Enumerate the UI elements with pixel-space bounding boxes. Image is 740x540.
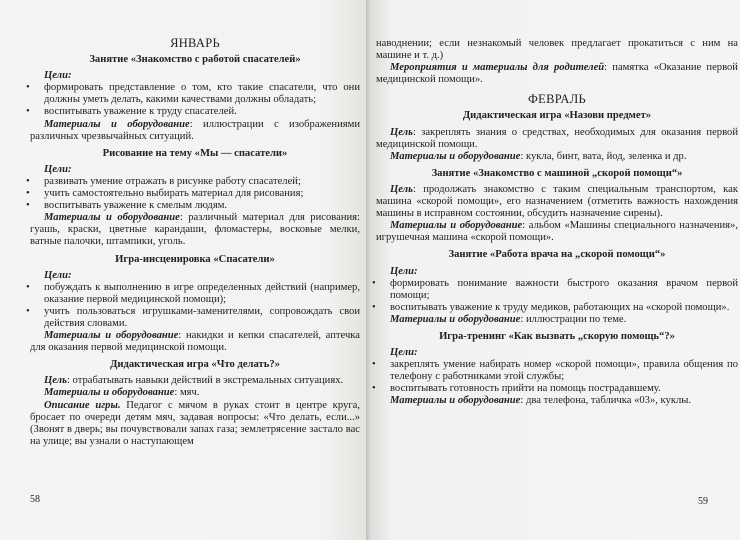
materials-text: : иллюстрации по теме. [520,313,627,325]
list-item: • развивать умение отражать в рисунке работу спасателей; [30,176,360,188]
goals-list [30,82,360,118]
materials-text: : альбом «Машины специального назначения», игрушечная машина «скорой помощи». [376,220,738,244]
section-title: Занятие «Знакомство с работой спасателей» [89,54,301,66]
goals-list [30,176,360,212]
materials-text: : различный материал для рисования: гуашь, краски, цветные карандаши, фломастеры, восковые мелки, ватные палочки, штампики, уголь. [30,212,360,248]
section-title: Дидактическая игра «Назови предмет» [462,110,652,122]
goals-label: Цели [44,269,69,281]
list-item: • закреплять умение набирать номер «скорой помощи», правила общения по телефону с работниками этой службы; [376,359,738,383]
goal-text: : закреплять знания о средствах, необходимых для оказания первой медицинской помощи. [376,126,738,150]
page-number-right: 59 [698,496,708,507]
materials-label: Материалы и оборудование [390,395,521,407]
materials-text: : мяч. [174,387,200,399]
goals-label: Цели [44,163,69,175]
goals-label: Цели [44,70,69,82]
materials-label: Материалы и оборудование [390,150,521,162]
goal-text: : продолжать знакомство с таким специальным транспортом, как машина «скорой помощи», его назначением (отметить важность нахождения машины в исправном состоянии, обсудить назначение сирены). [376,183,738,220]
right-page-text: наводнении; если незнакомый человек предлагает прокатиться с ним на машине и т. д.) Мероприятия и материалы для родителей: памятка «Оказание первой медицинской помощи». ФЕВРАЛЬ Дидактическая игра «Назови предмет» Цель: закреплять знания о средствах, необходимых для оказания первой медицинской помощи. Материалы и оборудование: кукла, бинт, вата, йод, зеленка и др. Занятие «Знакомство с машиной „скорой помощи“» Цель: продолжать знакомство с таким специальным транспортом, как машина «скорой помощи», его назначением (отметить важность нахождения машины в исправном состоянии, обсудить назначение сирены). Материалы и оборудование: альбом «Машины специального назначения», игрушечная машина «скорой помощи». Занятие «Работа врача на „скорой помощи“» Цели: • формировать понимание важности быстрого оказания врачом первой помощи; • воспитывать уважение к труду медиков, работающих на «скорой помощи». Материалы и оборудование: иллюстрации по теме. Игра-тренинг «Как вызвать „скорую помощь“?» Цели: • закреплять умение набирать номер «скорой помощи», правила общения по телефону с работниками этой службы; • воспитывать готовность прийти на помощь пострадавшему. Материалы и оборудование: два телефона, табличка «03», куклы. [376,0,738,408]
list-item: • формировать понимание важности быстрого оказания врачом первой помощи; [376,278,738,302]
goals-label: Цели [390,265,415,277]
materials-text: : иллюстрации с изображениями различных чрезвычайных ситуаций. [30,118,360,142]
description-text: Педагог с мячом в руках стоит в центре круга, бросает по очереди детям мяч, задавая вопросы: «Что делать, если...» (Звонят в дверь; вы почувствовали запах газа; землетрясение застало вас на улице; вы узнали о наступающем [30,399,360,447]
list-item: • побуждать к выполнению в игре определенных действий (например, оказание первой медицинской помощи); [30,282,360,306]
list-item: • воспитывать уважение к смелым людям. [30,200,360,212]
left-page-text: ЯНВАРЬ Занятие «Знакомство с работой спасателей» Цели: • формировать представление о том, кто такие спасатели, что они должны уметь делать, какими качествами должны обладать; • воспитывать уважение к труду спасателей. Материалы и оборудование: иллюстрации с изображениями различных чрезвычайных ситуаций. Рисование на тему «Мы — спасатели» Цели: • развивать умение отражать в рисунке работу спасателей; • учить самостоятельно выбирать материал для рисования; • воспитывать уважение к смелым людям. Материалы и оборудование: различный материал для рисования: гуашь, краски, цветные карандаши, фломастеры, восковые мелки, ватные палочки, штампики, уголь. Игра-инсценировка «Спасатели» Цели: • побуждать к выполнению в игре определенных действий (например, оказание первой медицинской помощи); • учить пользоваться игрушками-заменителями, сопровождать свои действия словами. Материалы и оборудование: накидки и кепки спасателей, аптечка для оказания первой медицинской помощи. Дидактическая игра «Что делать?» Цель: отрабатывать навыки действий в экстремальных ситуациях. Материалы и оборудование: мяч. Описание игры. Педагог с мячом в руках стоит в центре круга, бросает по очереди детям мяч, задавая вопросы: «Что делать, если...» (Звонят в дверь; вы почувствовали запах газа; землетрясение застало вас на улице; вы узнали о наступающем [30,0,360,448]
section-title: Занятие «Знакомство с машиной „скорой помощи“» [431,167,683,179]
list-item: • учить пользоваться игрушками-заменителями, сопровождать свои действия словами. [30,306,360,330]
section-title: Рисование на тему «Мы — спасатели» [102,147,288,159]
goal-text: : отрабатывать навыки действий в экстремальных ситуациях. [66,375,344,387]
section-title: Игра-тренинг «Как вызвать „скорую помощь“?» [439,330,675,342]
materials-text: : два телефона, табличка «03», куклы. [520,395,692,407]
goals-list [376,278,738,314]
section-title: Занятие «Работа врача на „скорой помощи“» [448,249,666,261]
goal-label: Цель [390,183,413,195]
left-page [0,0,368,540]
goal-label: Цель [44,375,67,387]
month-heading-january: ЯНВАРЬ [170,36,220,50]
materials-label: Материалы и оборудование [44,330,179,342]
list-item: • формировать представление о том, кто такие спасатели, что они должны уметь делать, какими качествами должны обладать; [30,82,360,106]
materials-text: : кукла, бинт, вата, йод, зеленка и др. [520,150,687,162]
page-number-left: 58 [30,494,40,505]
month-heading-february: ФЕВРАЛЬ [528,92,586,107]
materials-label: Материалы и оборудование [390,220,523,232]
goals-label: Цели [390,347,415,359]
materials-label: Материалы и оборудование [44,387,175,399]
parents-label: Мероприятия и материалы для родителей [390,62,605,74]
goals-list [376,359,738,395]
description-label: Описание игры. [44,399,121,411]
list-item: • воспитывать уважение к труду спасателей. [30,106,360,118]
section-title: Дидактическая игра «Что делать?» [110,359,280,371]
list-item: • учить самостоятельно выбирать материал для рисования; [30,188,360,200]
materials-label: Материалы и оборудование [390,313,521,325]
right-page [370,0,740,540]
goal-label: Цель [390,126,413,138]
materials-label: Материалы и оборудование [44,212,180,224]
section-title: Игра-инсценировка «Спасатели» [115,253,275,265]
list-item: • воспитывать готовность прийти на помощь пострадавшему. [376,383,738,395]
continued-text: наводнении; если незнакомый человек предлагает прокатиться с ним на машине и т. д.) [376,38,738,62]
goals-list [30,282,360,330]
list-item: • воспитывать уважение к труду медиков, работающих на «скорой помощи». [376,302,738,314]
materials-label: Материалы и оборудование [44,118,190,130]
materials-text: : накидки и кепки спасателей, аптечка для оказания первой медицинской помощи. [30,330,360,354]
parents-text: : памятка «Оказание первой медицинской помощи». [376,62,738,86]
